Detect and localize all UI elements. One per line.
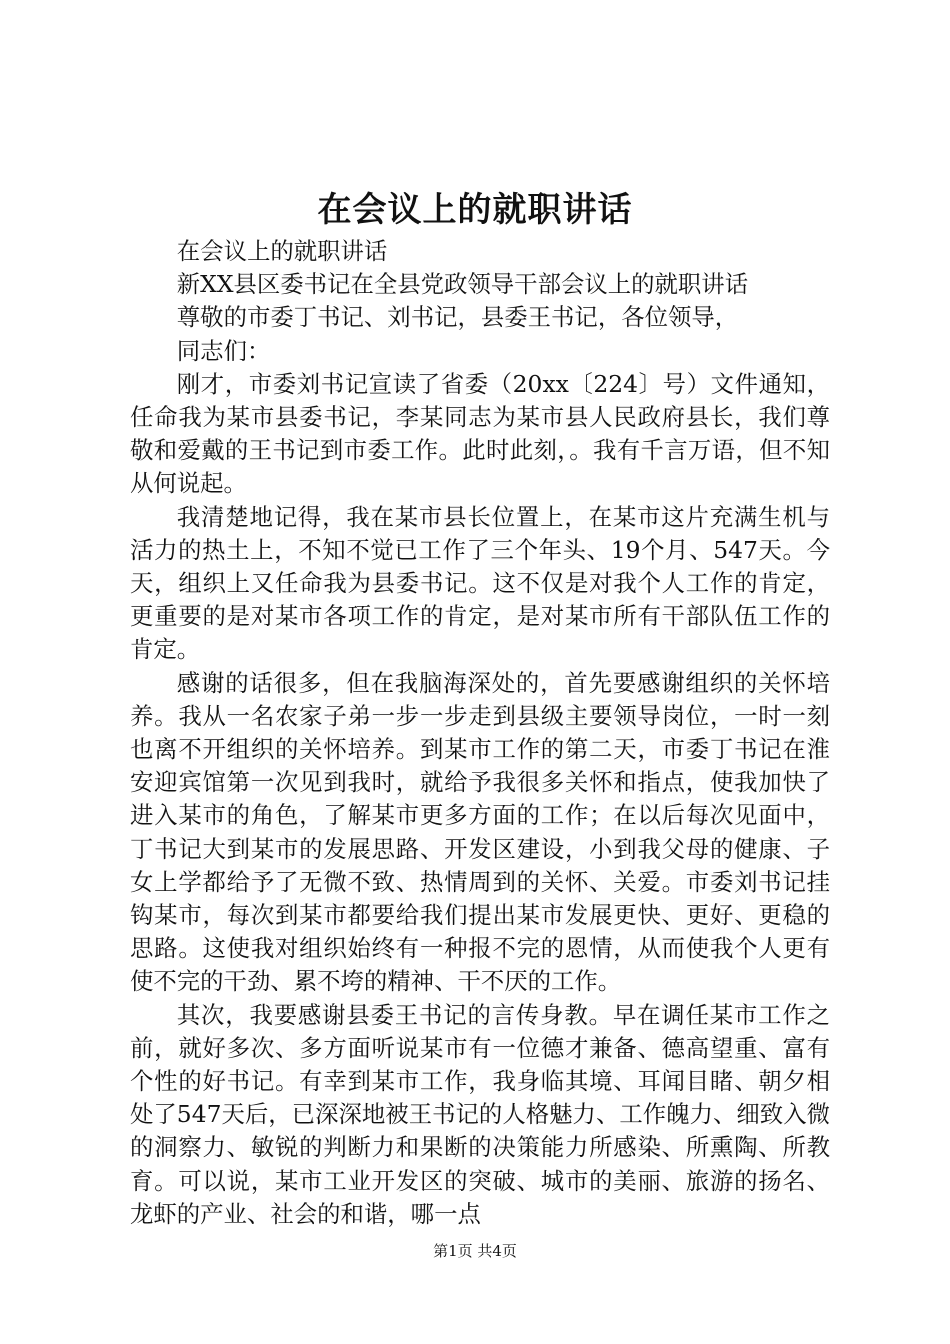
paragraph-salutation: 尊敬的市委丁书记、刘书记，县委王书记，各位领导， (176, 303, 739, 332)
document-body (130, 235, 830, 1231)
page-number-footer: 第1页 共4页 (433, 1242, 517, 1260)
paragraph-body: 我清楚地记得，我在某市县长位置上，在某市这片充满生机与活力的热土上，不知不觉已工作了三个年头、19个月、547天。今天，组织上又任命我为县委书记。这不仅是对我个人工作的肯定，更重要的是对某市各项工作的肯定，是对某市所有干部队伍工作的肯定。 (130, 502, 830, 664)
paragraph-body: 刚才，市委刘书记宣读了省委（20xx〔224〕号）文件通知，任命我为某市县委书记，李某同志为某市县人民政府县长，我们尊敬和爱戴的王书记到市委工作。此时此刻，。我有千言万语，但不知从何说起。 (130, 369, 830, 498)
paragraph-body: 其次，我要感谢县委王书记的言传身教。早在调任某市工作之前，就好多次、多方面听说某市有一位德才兼备、德高望重、富有个性的好书记。有幸到某市工作，我身临其境、耳闻目睹、朝夕相处了547天后，已深深地被王书记的人格魅力、工作魄力、细致入微的洞察力、敏锐的判断力和果断的决策能力所感染、所熏陶、所教育。可以说，某市工业开发区的突破、城市的美丽、旅游的扬名、龙虾的产业、社会的和谐，哪一点 (130, 1000, 830, 1228)
paragraph-subtitle: 在会议上的就职讲话 (176, 237, 388, 265)
paragraph-heading: 新XX县区委书记在全县党政领导干部会议上的就职讲话 (176, 270, 749, 299)
paragraph-salutation-comrades: 同志们： (176, 336, 271, 365)
paragraph-body: 感谢的话很多，但在我脑海深处的，首先要感谢组织的关怀培养。我从一名农家子弟一步一步走到县级主要领导岗位，一时一刻也离不开组织的关怀培养。到某市工作的第二天，市委丁书记在淮安迎宾馆第一次见到我时，就给予我很多关怀和指点，使我加快了进入某市的角色，了解某市更多方面的工作；在以后每次见面中，丁书记大到某市的发展思路、开发区建设，小到我父母的健康、子女上学都给予了无微不致、热情周到的关怀、关爱。市委刘书记挂钩某市，每次到某市都要给我们提出某市发展更快、更好、更稳的思路。这使我对组织始终有一种报不完的恩情，从而使我个人更有使不完的干劲、累不垮的精神、干不厌的工作。 (130, 668, 830, 996)
document-title: 在会议上的就职讲话 (317, 190, 633, 230)
